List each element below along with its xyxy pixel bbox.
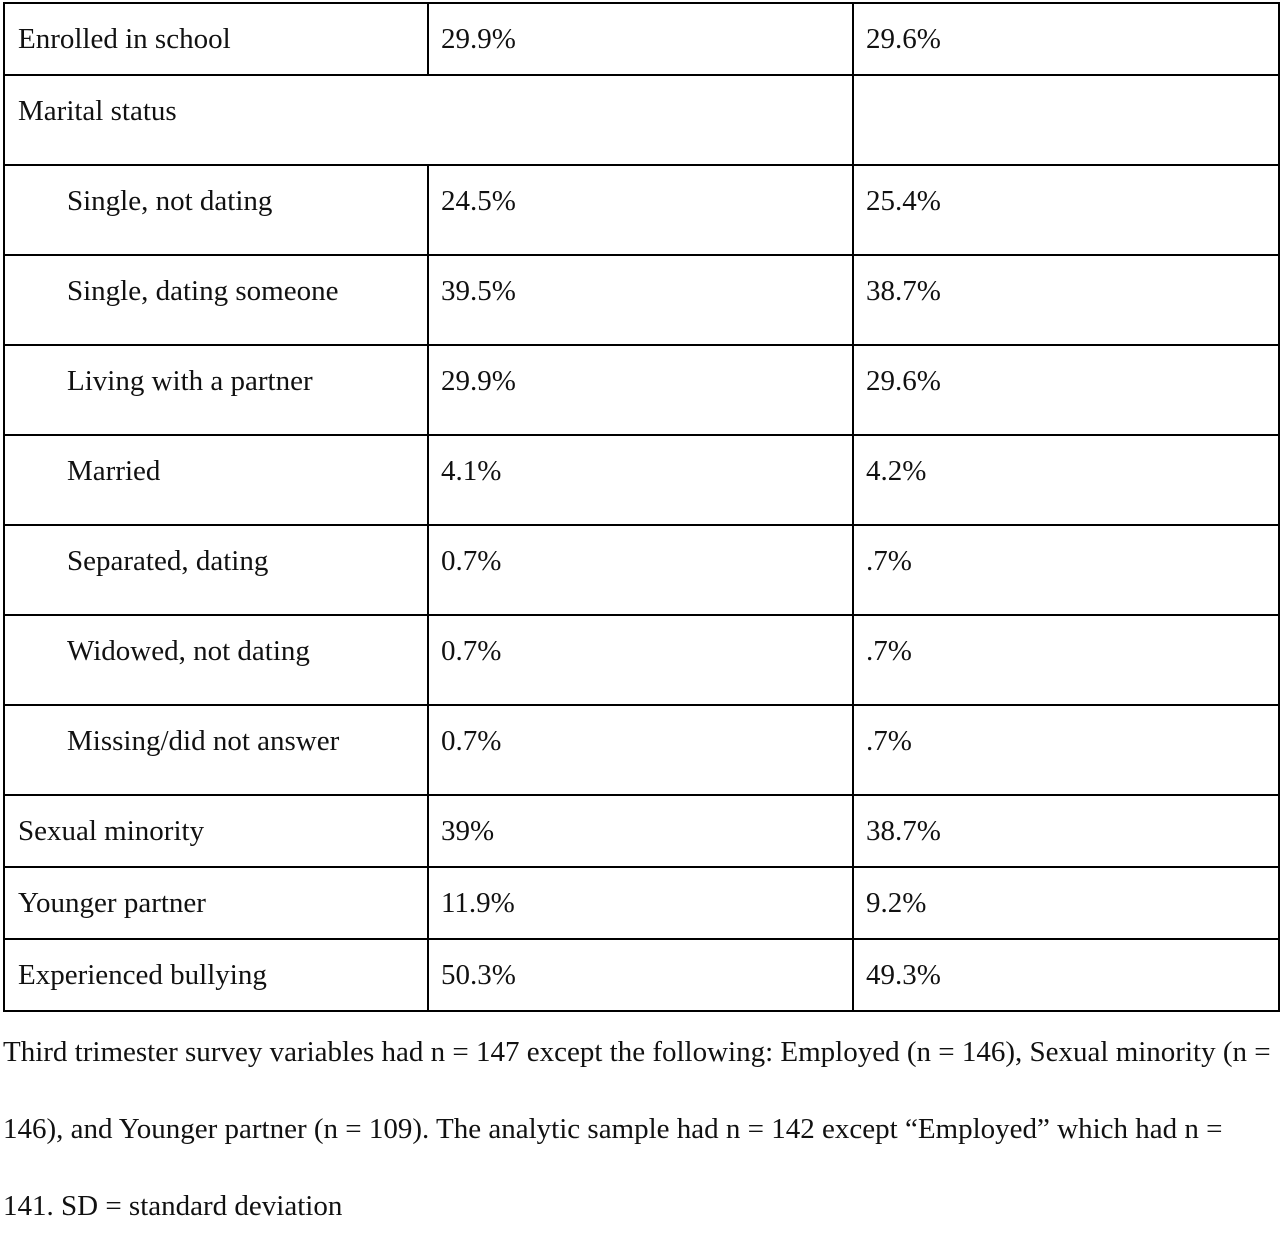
row-label: Living with a partner: [4, 345, 428, 435]
table-row: [4, 165, 1279, 255]
row-label: Single, dating someone: [4, 255, 428, 345]
row-label: Single, not dating: [4, 165, 428, 255]
row-label: Married: [4, 435, 428, 525]
table-row: [4, 867, 1279, 939]
value-col1: 0.7%: [428, 705, 853, 795]
row-label: Experienced bullying: [4, 939, 428, 1011]
table-row: [4, 525, 1279, 615]
table-footnote: Third trimester survey variables had n = 147 except the following: Employed (n = 146), Sexual minority (n = 146), and Younger partner (n = 109). The analytic sample had n = 142 except “Employed” which had n = 141. SD = standard deviation: [3, 1036, 1271, 1222]
value-col2: .7%: [853, 525, 1279, 615]
value-col2: 29.6%: [853, 3, 1279, 75]
value-col1: 39.5%: [428, 255, 853, 345]
value-col2: 29.6%: [853, 345, 1279, 435]
row-label: Widowed, not dating: [4, 615, 428, 705]
value-col2: 49.3%: [853, 939, 1279, 1011]
table-row: [4, 255, 1279, 345]
value-col2: .7%: [853, 705, 1279, 795]
table-row: [4, 705, 1279, 795]
value-col1: 24.5%: [428, 165, 853, 255]
value-col2: [853, 75, 1279, 165]
table-row: [4, 3, 1279, 75]
value-col1: 0.7%: [428, 525, 853, 615]
value-col1: 11.9%: [428, 867, 853, 939]
table-row: [4, 435, 1279, 525]
value-col1: 0.7%: [428, 615, 853, 705]
value-col2: 25.4%: [853, 165, 1279, 255]
value-col2: 38.7%: [853, 795, 1279, 867]
row-label: Younger partner: [4, 867, 428, 939]
data-table: [3, 2, 1280, 1012]
value-col1: 4.1%: [428, 435, 853, 525]
row-label: Enrolled in school: [4, 3, 428, 75]
value-col1: 29.9%: [428, 345, 853, 435]
table-body: [4, 3, 1279, 1011]
table-row: [4, 75, 1279, 165]
value-col2: 9.2%: [853, 867, 1279, 939]
value-col2: 38.7%: [853, 255, 1279, 345]
row-label: Sexual minority: [4, 795, 428, 867]
row-label: Missing/did not answer: [4, 705, 428, 795]
section-label: Marital status: [4, 75, 853, 165]
table-row: [4, 345, 1279, 435]
value-col2: 4.2%: [853, 435, 1279, 525]
table-row: [4, 939, 1279, 1011]
value-col1: 50.3%: [428, 939, 853, 1011]
table-row: [4, 615, 1279, 705]
row-label: Separated, dating: [4, 525, 428, 615]
value-col1: 39%: [428, 795, 853, 867]
table-row: [4, 795, 1279, 867]
value-col2: .7%: [853, 615, 1279, 705]
value-col1: 29.9%: [428, 3, 853, 75]
